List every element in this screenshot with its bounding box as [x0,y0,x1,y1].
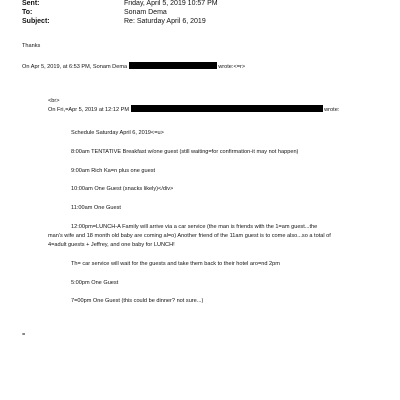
quote2-prefix: On Fri,=Apr 5, 2019 at 12:12 PM [48,107,129,113]
subject-label: Subject: [22,18,50,25]
redaction-block [129,62,217,69]
schedule-item-cont: man's wife and 18 month old baby are coming al=o) Another friend of the 11am guest is to come also...so a total of [48,233,331,239]
schedule-item: 11:00am One Guest [71,205,121,211]
br-line: <br> [48,98,60,104]
to-value: Sonam Dema [124,9,167,16]
schedule-item: 7=00pm One Guest (this could be dinner? not sure...) [71,298,204,304]
schedule-item: Th= car service will wait for the guests and take them back to their hotel aro=nd 2pm [71,261,280,267]
quote2-line [48,105,339,114]
schedule-item: 8:00am TENTATIVE Breakfast w/one guest (still waiting=for confirmation-it may not happen) [71,149,299,155]
trailer-line: = [22,332,26,338]
schedule-item: 5:00pm One Guest [71,280,119,286]
schedule-item-cont: 4=adult guests + Jeffrey, and one baby for LUNCH! [48,242,175,248]
to-label: To: [22,9,33,16]
schedule-item: 9:00am Rich Ka=n plus one guest [71,168,156,174]
sent-label: Sent: [22,0,40,7]
thanks-line: Thanks [22,43,41,49]
quote1-prefix: On Apr 5, 2019, at 6:53 PM, Sonam Dema [22,64,128,70]
schedule-item: 10:00am One Guest (snacks likely)</div> [71,186,174,192]
quote2-suffix: wrote: [324,107,340,113]
schedule-item: 12:00pm=LUNCH-A Family will arrive via a car service (the man is friends with the 1=am guest...the [71,224,318,230]
subject-value: Re: Saturday April 6, 2019 [124,18,206,25]
redaction-block [131,105,323,112]
quote1-line [22,62,245,71]
sent-value: Friday, April 5, 2019 10:57 PM [124,0,218,7]
quote1-suffix: wrote:<=r> [218,64,246,70]
schedule-title: Schedule Saturday April 6, 2019<=u> [71,130,164,136]
